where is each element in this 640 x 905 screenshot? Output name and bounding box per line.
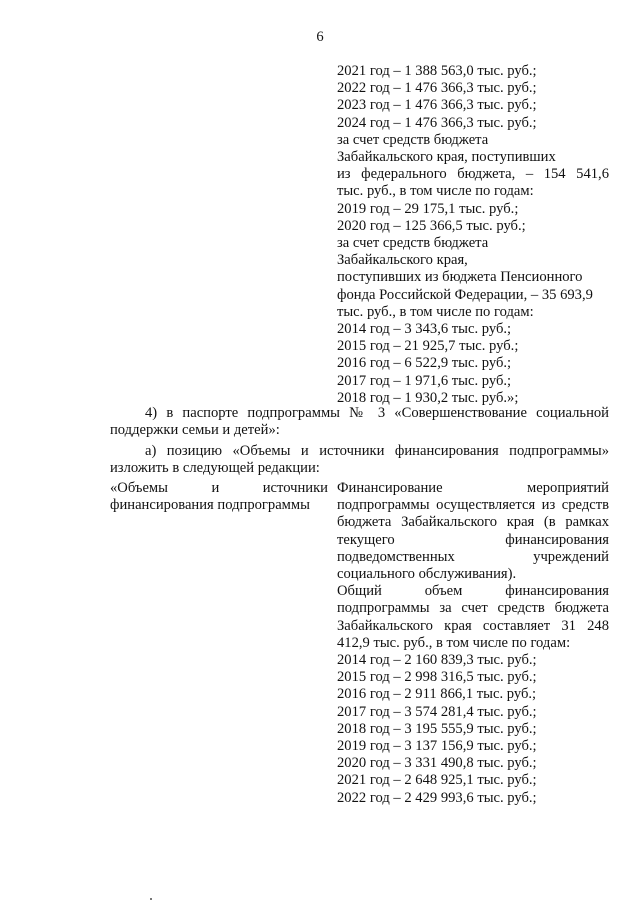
- pension-funding-line: Забайкальского края,: [337, 252, 468, 269]
- year-line: 2018 год – 3 195 555,9 тыс. руб.;: [337, 720, 537, 737]
- financing-column: [337, 480, 609, 807]
- federal-funding-line: из федерального бюджета, – 154 541,6: [337, 166, 609, 183]
- paragraph-4a: а) позицию «Объемы и источники финансирования подпрограммы» изложить в следующей редакции:: [110, 443, 609, 477]
- pension-funding-line: поступивших из бюджета Пенсионного: [337, 269, 583, 286]
- year-line: 2019 год – 29 175,1 тыс. руб.;: [337, 200, 519, 217]
- year-line: 2020 год – 125 366,5 тыс. руб.;: [337, 217, 526, 234]
- financing-label-line: «Объемы и источники: [110, 480, 328, 496]
- pension-funding-line: за счет средств бюджета: [337, 235, 489, 252]
- federal-funding-line: Забайкальского края, поступивших: [337, 149, 556, 166]
- pension-funding-line: тыс. руб., в том числе по годам:: [337, 303, 534, 320]
- funding-column-continued: [337, 63, 609, 407]
- year-line: 2020 год – 3 331 490,8 тыс. руб.;: [337, 755, 537, 772]
- financing-label: [110, 480, 328, 514]
- year-line: 2016 год – 2 911 866,1 тыс. руб.;: [337, 686, 537, 703]
- year-line: 2023 год – 1 476 366,3 тыс. руб.;: [337, 97, 537, 114]
- financing-text: Финансирование мероприятий подпрограммы осуществляется из средств бюджета Забайкальского края (в рамках текущего финансирования подведомственных учреждений социального обслуживания).: [337, 480, 609, 583]
- year-line: 2022 год – 2 429 993,6 тыс. руб.;: [337, 789, 537, 806]
- financing-label-line: финансирования подпрограммы: [110, 497, 310, 514]
- total-financing-text: Общий объем финансирования подпрограммы за счет средств бюджета Забайкальского края составляет 31 248 412,9 тыс. руб., в том числе по годам:: [337, 583, 609, 651]
- year-line: 2021 год – 2 648 925,1 тыс. руб.;: [337, 772, 537, 789]
- year-line: 2022 год – 1 476 366,3 тыс. руб.;: [337, 80, 537, 97]
- federal-funding-line: тыс. руб., в том числе по годам:: [337, 183, 534, 200]
- federal-funding-line: за счет средств бюджета: [337, 131, 489, 148]
- paragraph-4: 4) в паспорте подпрограммы № 3 «Совершенствование социальной поддержки семьи и детей»:: [110, 405, 609, 439]
- year-line: 2019 год – 3 137 156,9 тыс. руб.;: [337, 738, 537, 755]
- year-line: 2018 год – 1 930,2 тыс. руб.»;: [337, 389, 519, 406]
- page-number: 6: [316, 29, 324, 45]
- pension-funding-line: фонда Российской Федерации, – 35 693,9: [337, 286, 593, 303]
- year-line: 2016 год – 6 522,9 тыс. руб.;: [337, 355, 512, 372]
- year-line: 2014 год – 2 160 839,3 тыс. руб.;: [337, 652, 537, 669]
- year-line: 2015 год – 2 998 316,5 тыс. руб.;: [337, 669, 537, 686]
- year-line: 2017 год – 1 971,6 тыс. руб.;: [337, 372, 512, 389]
- scan-artifact-dot: [150, 898, 152, 900]
- year-line: 2024 год – 1 476 366,3 тыс. руб.;: [337, 114, 537, 131]
- year-line: 2017 год – 3 574 281,4 тыс. руб.;: [337, 703, 537, 720]
- year-line: 2021 год – 1 388 563,0 тыс. руб.;: [337, 63, 537, 79]
- year-line: 2014 год – 3 343,6 тыс. руб.;: [337, 321, 512, 338]
- year-line: 2015 год – 21 925,7 тыс. руб.;: [337, 338, 519, 355]
